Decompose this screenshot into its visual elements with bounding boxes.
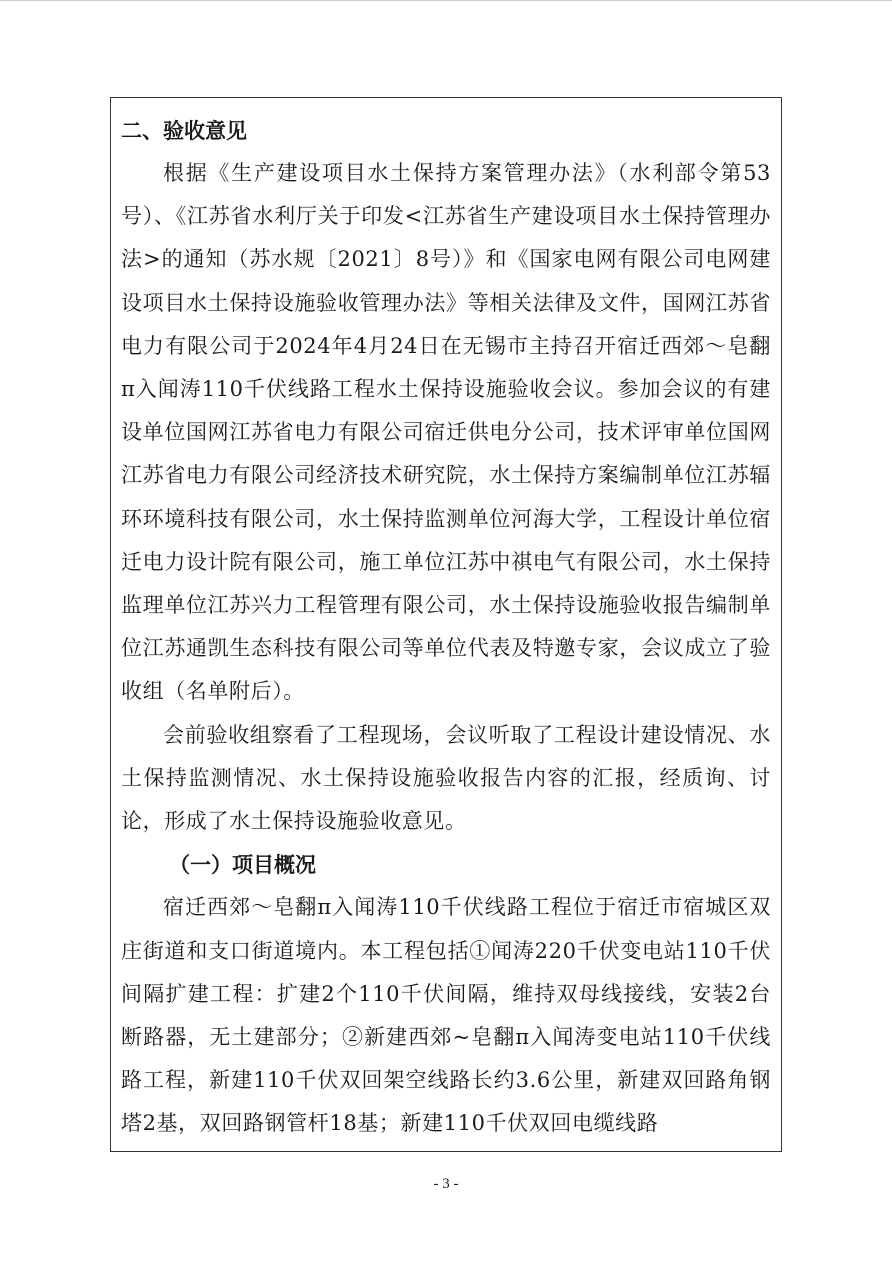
document-content <box>111 98 781 1146</box>
subsection-heading: （一）项目概况 <box>169 852 316 878</box>
document-frame <box>110 97 782 1152</box>
paragraph-meeting-process: 会前验收组察看了工程现场，会议听取了工程设计建设情况、水土保持监测情况、水土保持设施验收报告内容的汇报，经质询、讨论，形成了水土保持设施验收意见。 <box>121 722 771 834</box>
section-heading: 二、验收意见 <box>121 118 247 143</box>
paragraph-legal-basis: 根据《生产建设项目水土保持方案管理办法》（水利部令第53号）、《江苏省水利厅关于印发<江苏省生产建设项目水土保持管理办法>的通知（苏水规〔2021〕8号）》和《国家电网有限公司电网建设项目水土保持设施验收管理办法》等相关法律及文件，国网江苏省电力有限公司于2024年4月24日在无锡市主持召开宿迁西郊～皂翻π入闻涛110千伏线路工程水土保持设施验收会议。参加会议的有建设单位国网江苏省电力有限公司宿迁供电分公司，技术评审单位国网江苏省电力有限公司经济技术研究院，水土保持方案编制单位江苏辐环环境科技有限公司，水土保持监测单位河海大学，工程设计单位宿迁电力设计院有限公司，施工单位江苏中祺电气有限公司，水土保持监理单位江苏兴力工程管理有限公司，水土保持设施验收报告编制单位江苏通凯生态科技有限公司等单位代表及特邀专家，会议成立了验收组（名单附后）。 <box>121 161 771 704</box>
page-number: - 3 - <box>433 1176 459 1192</box>
page-top-edge <box>0 0 892 1</box>
paragraph-project-overview: 宿迁西郊～皂翻π入闻涛110千伏线路工程位于宿迁市宿城区双庄街道和支口街道境内。本工程包括①闻涛220千伏变电站110千伏间隔扩建工程：扩建2个110千伏间隔，维持双母线接线，安装2台断路器，无土建部分；②新建西郊~皂翻π入闻涛变电站110千伏线路工程，新建110千伏双回架空线路长约3.6公里，新建双回路角钢塔2基，双回路钢管杆18基；新建110千伏双回电缆线路 <box>121 895 771 1136</box>
